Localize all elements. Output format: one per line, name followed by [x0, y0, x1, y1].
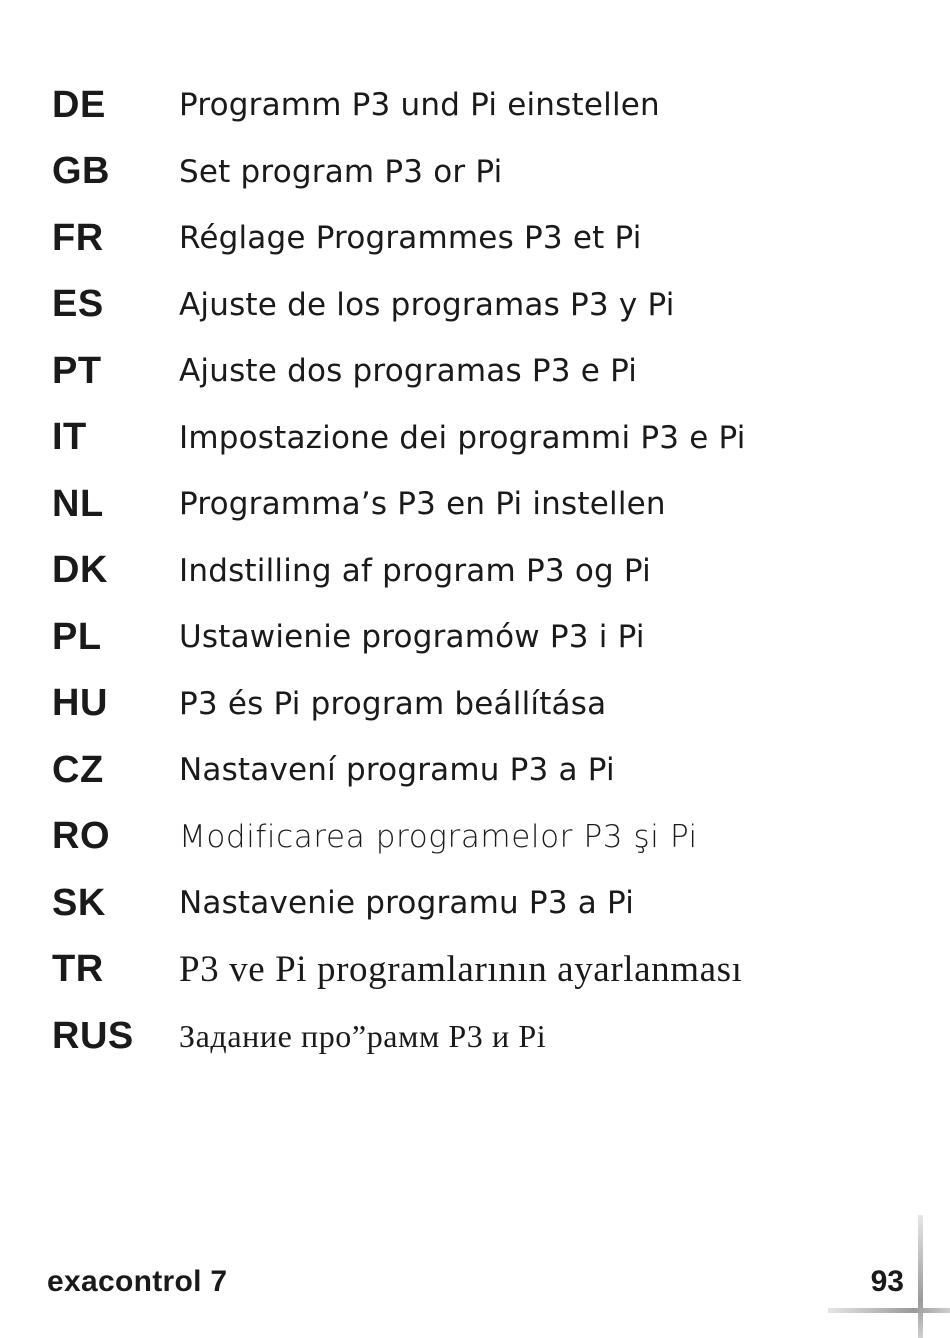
- language-title: Nastavení programu P3 a Pi: [179, 752, 615, 789]
- language-code: PL: [52, 615, 102, 658]
- crop-mark-horizontal: [828, 1308, 950, 1313]
- language-code: DE: [52, 83, 106, 126]
- list-item-cz: [52, 737, 912, 804]
- list-item-tr: [52, 937, 912, 1004]
- list-item-fr: [52, 205, 912, 272]
- language-title: Modificarea programelor P3 şi Pi: [179, 818, 698, 855]
- crop-mark-vertical: [918, 1215, 923, 1338]
- language-code: CZ: [52, 748, 104, 791]
- language-code: DK: [52, 549, 108, 592]
- list-item-gb: [52, 139, 912, 206]
- language-title: Réglage Programmes P3 et Pi: [179, 220, 642, 257]
- page-number: 93: [870, 1265, 904, 1298]
- list-item-it: [52, 405, 912, 472]
- list-item-hu: [52, 671, 912, 738]
- list-item-pl: [52, 604, 912, 671]
- language-code: NL: [52, 482, 104, 525]
- language-code: IT: [52, 416, 87, 459]
- list-item-sk: [52, 870, 912, 937]
- list-item-rus: [52, 1003, 912, 1070]
- list-item-dk: [52, 538, 912, 605]
- product-name: exacontrol 7: [47, 1265, 228, 1298]
- language-title: Programma’s P3 en Pi instellen: [179, 486, 666, 523]
- language-title: Set program P3 or Pi: [179, 153, 503, 190]
- language-title: Задание про”рамм P3 и Pi: [179, 1017, 547, 1054]
- language-code: RO: [52, 815, 110, 858]
- language-title: Ustawienie programów P3 i Pi: [179, 619, 645, 656]
- list-item-es: [52, 272, 912, 339]
- list-item-nl: [52, 471, 912, 538]
- language-code: FR: [52, 216, 104, 259]
- language-title: Impostazione dei programmi P3 e Pi: [179, 419, 746, 456]
- language-code: TR: [52, 948, 104, 991]
- language-title: Ajuste dos programas P3 e Pi: [179, 353, 638, 390]
- list-item-ro: [52, 804, 912, 871]
- language-title: Indstilling af program P3 og Pi: [179, 552, 651, 589]
- language-title: P3 ve Pi programlarının ayarlanması: [179, 949, 743, 991]
- language-code: PT: [52, 349, 102, 392]
- language-title: Nastavenie programu P3 a Pi: [179, 885, 635, 922]
- language-code: ES: [52, 283, 104, 326]
- language-title: Programm P3 und Pi einstellen: [179, 87, 660, 124]
- language-title: P3 és Pi program beállítása: [179, 685, 607, 722]
- language-code: HU: [52, 682, 108, 725]
- language-list: [52, 72, 912, 1070]
- language-code: RUS: [52, 1014, 134, 1057]
- language-title: Ajuste de los programas P3 y Pi: [179, 286, 675, 323]
- list-item-pt: [52, 338, 912, 405]
- list-item-de: [52, 72, 912, 139]
- language-code: GB: [52, 150, 110, 193]
- language-code: SK: [52, 881, 106, 924]
